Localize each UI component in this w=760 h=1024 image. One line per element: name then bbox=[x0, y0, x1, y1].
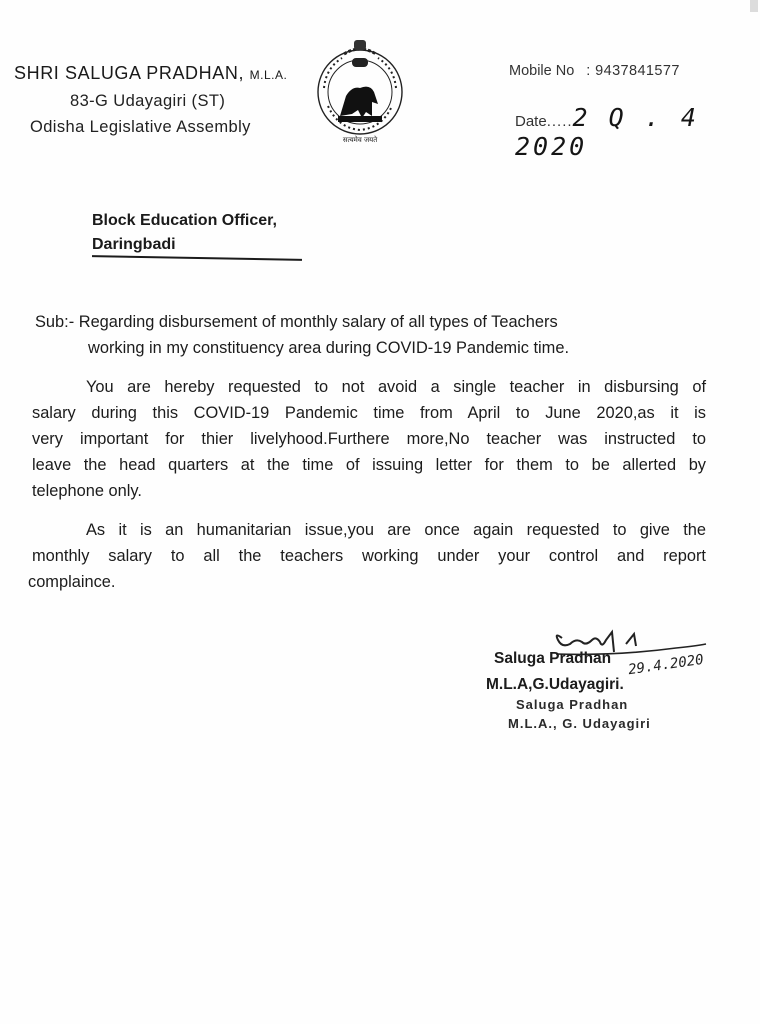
handwritten-date: 2 Q . 4 2020 bbox=[515, 103, 699, 161]
para1-line-4: leave the head quarters at the time of issuing letter for them to be allerted by bbox=[32, 456, 706, 474]
date-line: Date.....2 Q . 4 2020 bbox=[515, 103, 699, 161]
stamp-designation: M.L.A., G. Udayagiri bbox=[508, 716, 651, 731]
recipient-underline bbox=[92, 255, 302, 261]
signatory-designation: M.L.A,G.Udayagiri. bbox=[486, 676, 624, 693]
para1-line-1: You are hereby requested to not avoid a single teacher in disbursing of bbox=[86, 378, 706, 396]
stamp-name: Saluga Pradhan bbox=[516, 697, 629, 712]
recipient-location: Daringbadi bbox=[92, 236, 176, 253]
sender-assembly: Odisha Legislative Assembly bbox=[30, 118, 251, 136]
state-emblem-seal bbox=[314, 38, 406, 146]
para2-line-1: As it is an humanitarian issue,you are once again requested to give the bbox=[86, 521, 706, 539]
para1-line-2: salary during this COVID-19 Pandemic time from April to June 2020,as it is bbox=[32, 404, 706, 422]
subject-line-2: working in my constituency area during COVID-19 Pandemic time. bbox=[88, 339, 569, 357]
subject-line-1: Sub:- Regarding disbursement of monthly salary of all types of Teachers bbox=[35, 313, 558, 331]
para1-line-3: very important for thier livelyhood.Furthere more,No teacher was instructed to bbox=[32, 430, 706, 448]
mobile-number: : 9437841577 bbox=[586, 63, 680, 79]
para2-line-2: monthly salary to all the teachers working under your control and report bbox=[32, 547, 706, 565]
sender-name: SHRI SALUGA PRADHAN, M.L.A. bbox=[14, 63, 288, 83]
signature-date: 29.4.2020 bbox=[627, 651, 705, 679]
sender-constituency: 83-G Udayagiri (ST) bbox=[70, 92, 226, 110]
scan-corner bbox=[750, 0, 758, 12]
recipient-title: Block Education Officer, bbox=[92, 212, 277, 229]
para2-line-3: complaince. bbox=[28, 573, 116, 591]
signatory-name: Saluga Pradhan bbox=[494, 650, 612, 667]
mobile-line: Mobile No : 9437841577 bbox=[509, 63, 680, 79]
para1-line-5: telephone only. bbox=[32, 482, 142, 500]
svg-text:सत्यमेव जयते: सत्यमेव जयते bbox=[342, 136, 378, 144]
